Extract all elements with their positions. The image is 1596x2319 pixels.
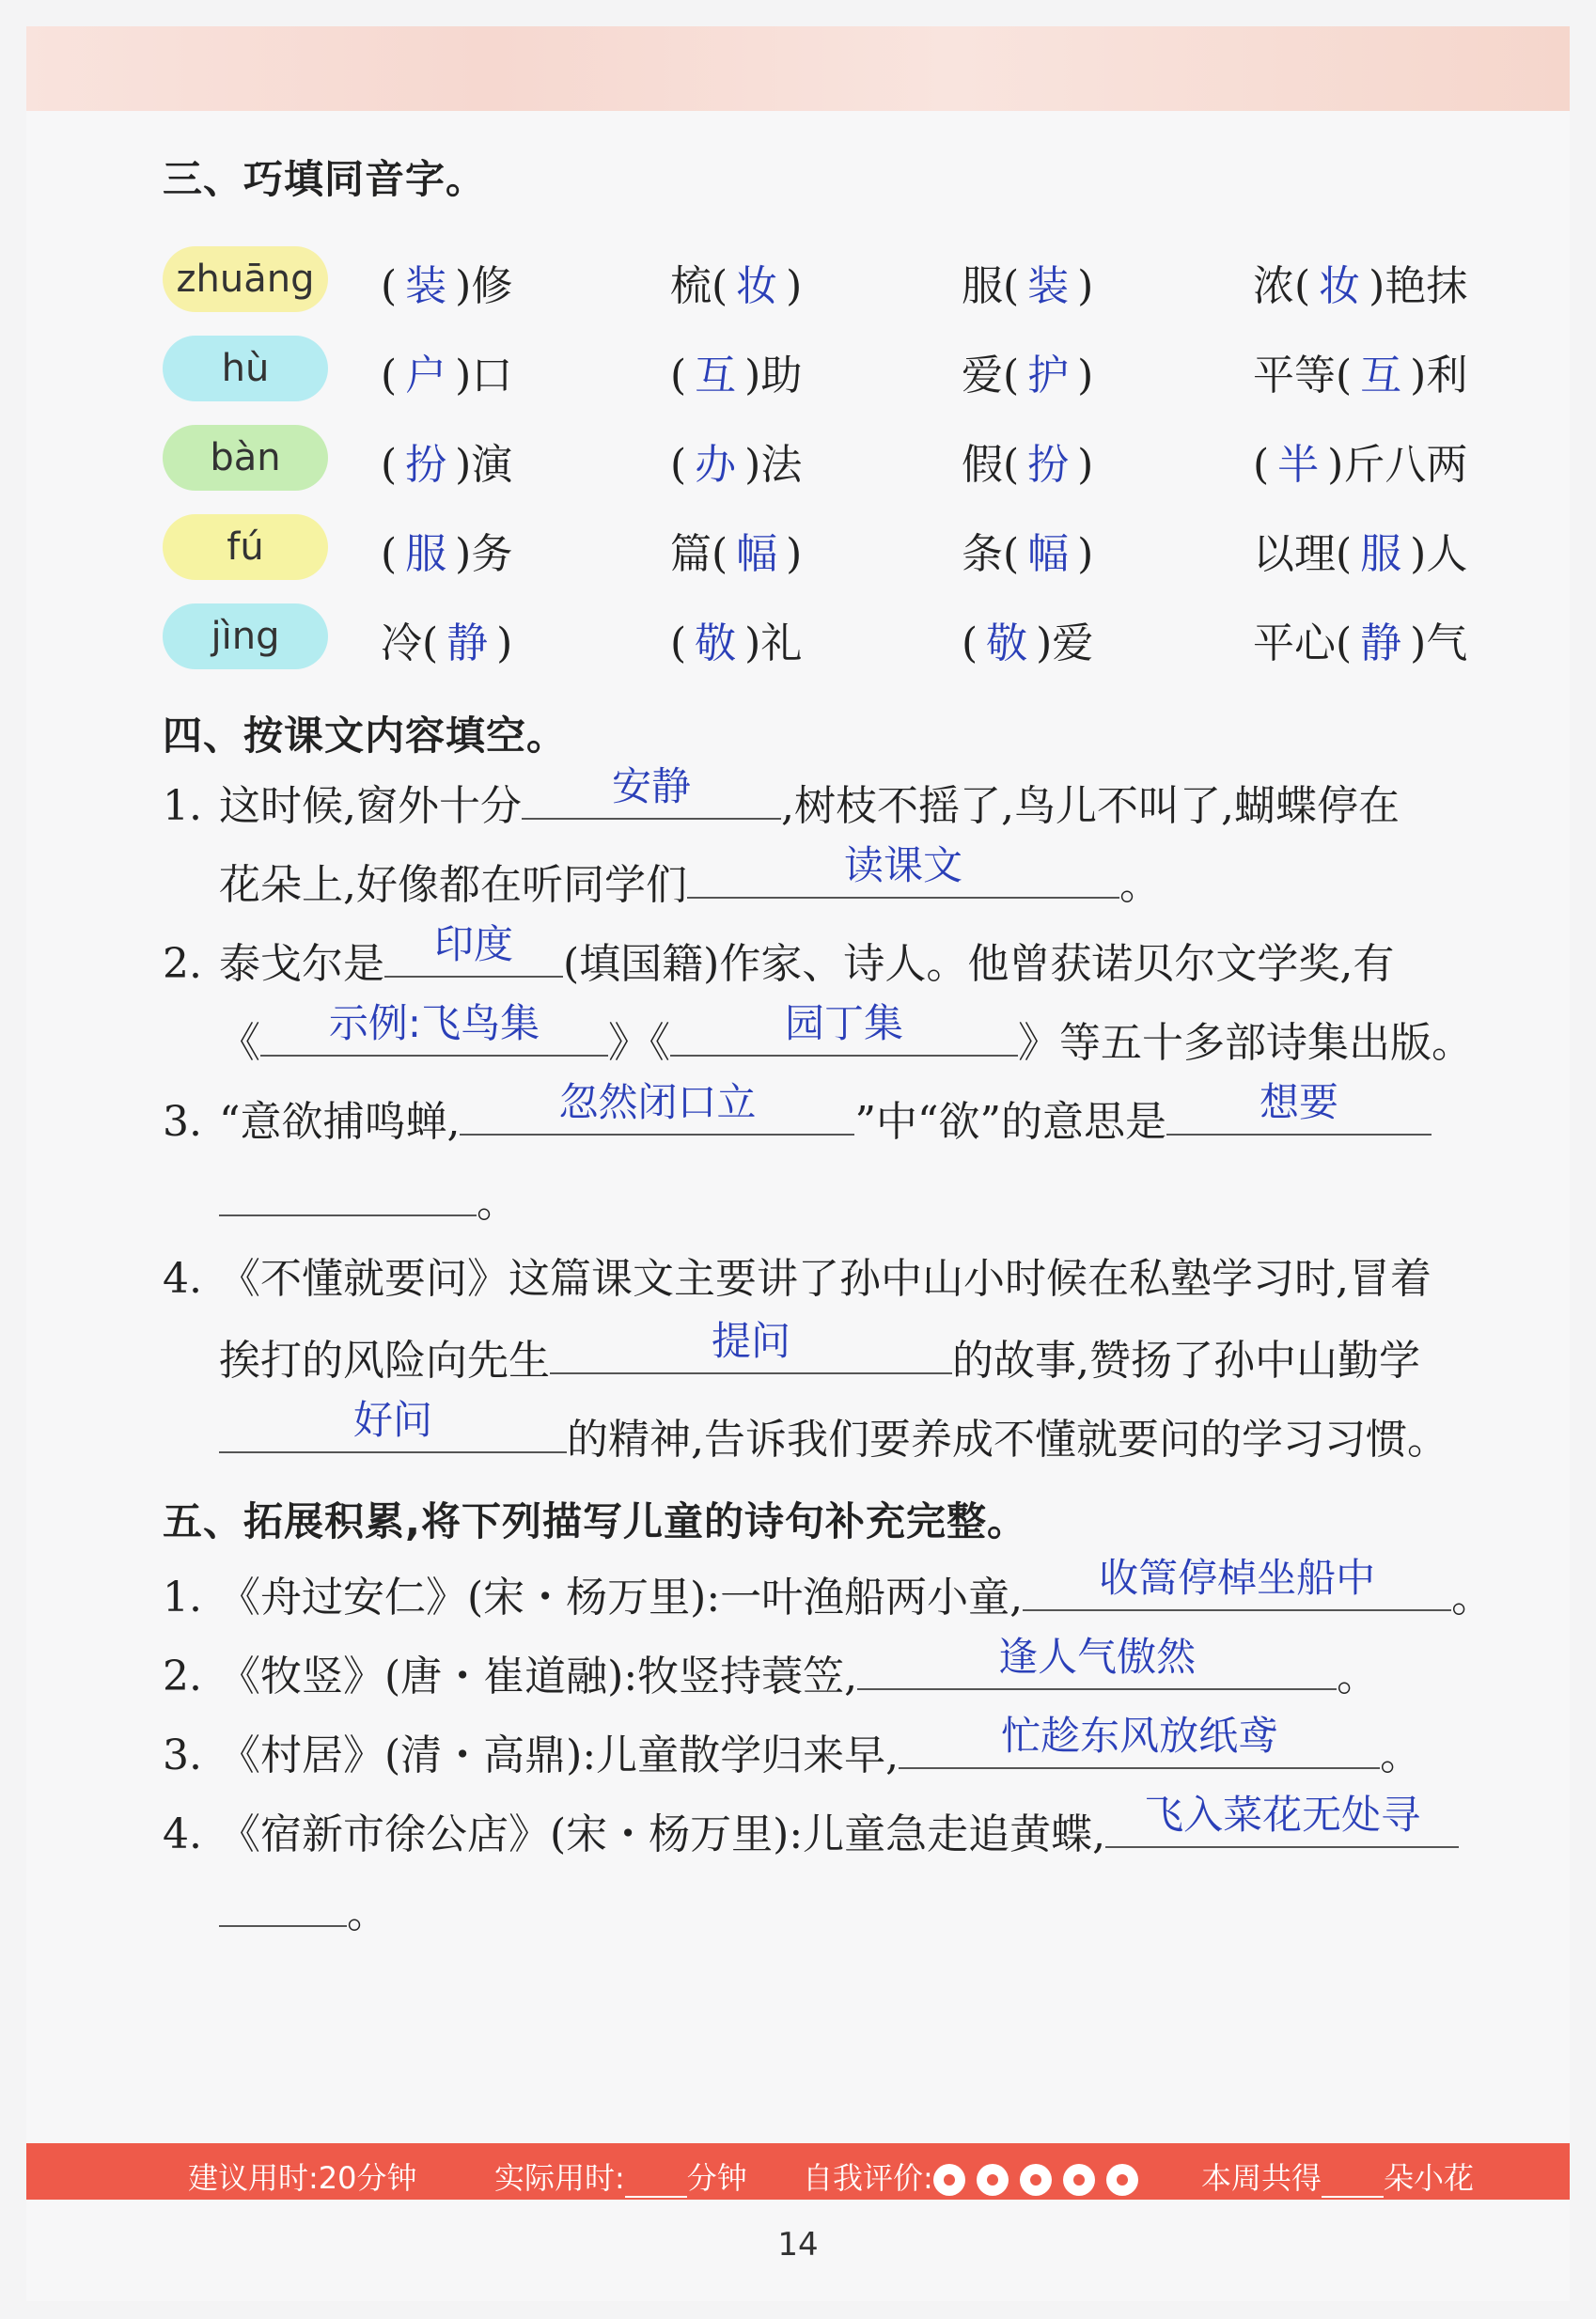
s4-q4-blank1[interactable]: 提问	[550, 1324, 952, 1374]
homophone-blank: 假( 扮 )	[962, 431, 1093, 491]
s5-blank-1[interactable]: 收篙停棹坐船中	[1023, 1560, 1451, 1611]
homophone-blank: 梳( 妆 )	[670, 252, 802, 312]
s4-q2-blank2[interactable]: 示例:飞鸟集	[260, 1006, 608, 1057]
homophone-blank: 浓( 妆 )艳抹	[1253, 252, 1467, 312]
homophone-blank: 平心( 静 )气	[1253, 609, 1467, 669]
section4-title: 四、按课文内容填空。	[163, 713, 568, 759]
s4-q1-line2: 花朵上,好像都在听同学们 读课文 。	[219, 842, 1161, 909]
section5-title: 五、拓展积累,将下列描写儿童的诗句补充完整。	[163, 1498, 1027, 1544]
homophone-blank: 条( 幅 )	[962, 520, 1093, 580]
homophone-answer[interactable]: 服	[405, 530, 447, 578]
homophone-blank: 爱( 护 )	[962, 341, 1093, 401]
homophone-answer[interactable]: 妆	[736, 262, 778, 310]
pinyin-pill: fú	[163, 514, 328, 580]
homophone-answer[interactable]: 静	[1360, 619, 1402, 667]
homophone-answer[interactable]: 敬	[695, 619, 737, 667]
s5-item-2: 2. 《牧竖》(唐・崔道融):牧竖持蓑笠, 逢人气傲然 。	[163, 1634, 1379, 1700]
flower-icon[interactable]	[1063, 2164, 1095, 2196]
s4-q4-blank2[interactable]: 好问	[219, 1402, 567, 1453]
homophone-answer[interactable]: 办	[695, 441, 737, 489]
homophone-answer[interactable]: 扮	[405, 441, 447, 489]
flower-icon[interactable]	[1020, 2164, 1052, 2196]
homophone-blank: 以理( 服 )人	[1253, 520, 1467, 580]
s5-item-4-cont: 。	[219, 1876, 388, 1939]
s4-q2-blank1[interactable]: 印度	[384, 927, 563, 978]
homophone-blank: ( 服 )务	[381, 520, 512, 580]
s4-q3-blank-cont[interactable]	[219, 1166, 477, 1216]
s5-blank-3[interactable]: 忙趁东风放纸鸢	[899, 1718, 1380, 1769]
homophone-row	[163, 510, 1535, 586]
homophone-answer[interactable]: 幅	[736, 530, 778, 578]
homophone-blank: 篇( 幅 )	[670, 520, 802, 580]
actual-time: 实际用时: 分钟	[494, 2160, 747, 2196]
s4-q3-line2: 。	[219, 1166, 518, 1229]
flower-icon[interactable]	[977, 2164, 1009, 2196]
s5-item-3: 3. 《村居》(清・高鼎):儿童散学归来早, 忙趁东风放纸鸢 。	[163, 1713, 1422, 1779]
homophone-answer[interactable]: 户	[405, 352, 447, 400]
homophone-answer[interactable]: 互	[695, 352, 737, 400]
homophone-blank: ( 办 )法	[670, 431, 802, 491]
s4-q1-line1: 1. 这时候,窗外十分 安静 ,树枝不摇了,鸟儿不叫了,蝴蝶停在	[163, 763, 1400, 830]
homophone-answer[interactable]: 服	[1360, 530, 1402, 578]
homophone-answer[interactable]: 互	[1360, 352, 1402, 400]
pinyin-pill: zhuāng	[163, 246, 328, 312]
homophone-answer[interactable]: 半	[1277, 441, 1320, 489]
homophone-blank: 平等( 互 )利	[1253, 341, 1467, 401]
s4-q2-blank3[interactable]: 园丁集	[670, 1006, 1018, 1057]
homophone-blank: 服( 装 )	[962, 252, 1093, 312]
homophone-blank: ( 敬 )礼	[670, 609, 802, 669]
homophone-answer[interactable]: 扮	[1027, 441, 1070, 489]
s4-q1-blank1[interactable]: 安静	[522, 769, 781, 820]
worksheet-page	[26, 26, 1570, 2301]
homophone-answer[interactable]: 妆	[1319, 262, 1361, 310]
s4-q4-line3: 好问 的精神,告诉我们要养成不懂就要问的学习习惯。	[219, 1402, 1448, 1465]
s4-q3-blank2[interactable]: 想要	[1166, 1085, 1432, 1136]
homophone-row	[163, 421, 1535, 496]
s5-item-4: 4. 《宿新市徐公店》(宋・杨万里):儿童急走追黄蝶, 飞入菜花无处寻	[163, 1797, 1459, 1860]
s5-blank-2[interactable]: 逢人气傲然	[857, 1639, 1337, 1690]
s4-q2-line2: 《 示例:飞鸟集 》《 园丁集 》等五十多部诗集出版。	[219, 1000, 1473, 1067]
self-evaluation: 自我评价:	[803, 2154, 1150, 2198]
homophone-blank: ( 户 )口	[381, 341, 512, 401]
pinyin-pill: hù	[163, 336, 328, 401]
homophone-blank: 冷( 静 )	[381, 609, 512, 669]
s4-q3-line1: 3. “意欲捕鸣蝉, 忽然闭口立 ”中“欲”的意思是 想要	[163, 1085, 1432, 1148]
homophone-row	[163, 600, 1535, 675]
actual-time-blank[interactable]	[625, 2170, 687, 2198]
homophone-answer[interactable]: 静	[446, 619, 489, 667]
s5-blank-4[interactable]: 飞入菜花无处寻	[1105, 1797, 1459, 1848]
homophone-row	[163, 243, 1535, 318]
homophone-answer[interactable]: 装	[405, 262, 447, 310]
homophone-blank: ( 敬 )爱	[962, 609, 1093, 669]
s4-q2-line1: 2. 泰戈尔是 印度 (填国籍)作家、诗人。他曾获诺贝尔文学奖,有	[163, 921, 1395, 988]
homophone-row	[163, 332, 1535, 407]
weekly-flowers-blank[interactable]	[1322, 2170, 1384, 2198]
section3-title: 三、巧填同音字。	[163, 156, 487, 202]
pinyin-pill: jìng	[163, 603, 328, 669]
homophone-answer[interactable]: 护	[1027, 352, 1070, 400]
s4-q3-blank1[interactable]: 忽然闭口立	[460, 1085, 854, 1136]
homophone-blank: ( 半 )斤八两	[1253, 431, 1467, 491]
homophone-answer[interactable]: 幅	[1027, 530, 1070, 578]
weekly-flowers: 本周共得 朵小花	[1201, 2160, 1475, 2196]
s5-blank-4-cont[interactable]	[219, 1876, 347, 1927]
homophone-answer[interactable]: 装	[1027, 262, 1070, 310]
flower-icon[interactable]	[933, 2164, 965, 2196]
rating-flowers[interactable]	[933, 2160, 1150, 2196]
s4-q4-line2: 挨打的风险向先生 提问 的故事,赞扬了孙中山勤学	[219, 1318, 1420, 1385]
homophone-blank: ( 扮 )演	[381, 431, 512, 491]
s4-q1-blank2[interactable]: 读课文	[687, 848, 1119, 899]
time-evaluation-bar	[26, 2143, 1570, 2200]
page-number: 14	[777, 2226, 819, 2264]
homophone-answer[interactable]: 敬	[986, 619, 1028, 667]
homophone-blank: ( 装 )修	[381, 252, 512, 312]
homophone-blank: ( 互 )助	[670, 341, 802, 401]
flower-icon[interactable]	[1106, 2164, 1138, 2196]
header-band	[26, 26, 1570, 111]
s5-item-1: 1. 《舟过安仁》(宋・杨万里):一叶渔船两小童, 收篙停棹坐船中 。	[163, 1555, 1494, 1622]
pinyin-pill: bàn	[163, 425, 328, 491]
suggested-time: 建议用时:20分钟	[188, 2160, 417, 2196]
s4-q4-line1: 4. 《不懂就要问》这篇课文主要讲了孙中山小时候在私塾学习时,冒着	[163, 1255, 1432, 1303]
